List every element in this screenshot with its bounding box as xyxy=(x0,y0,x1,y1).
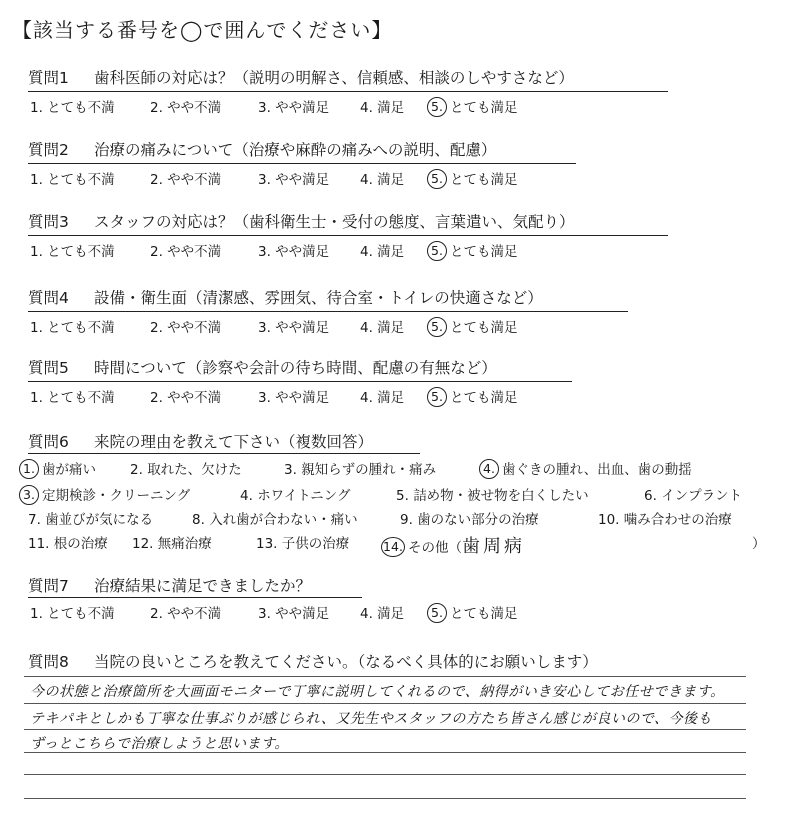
q6-reason-8[interactable]: 8. 入れ歯が合わない・痛い xyxy=(192,512,358,528)
q7-option-4[interactable]: 4. 満足 xyxy=(360,606,405,622)
question-2-number: 質問2 xyxy=(28,141,69,159)
q6-reason-4[interactable]: 4. 歯ぐきの腫れ、出血、歯の動揺 xyxy=(482,458,692,479)
q6-reason-checkup[interactable]: 3. 定期検診・クリーニング xyxy=(22,484,190,505)
question-7-underline xyxy=(28,597,362,598)
question-1-underline xyxy=(28,91,668,92)
question-5-heading xyxy=(28,356,497,378)
q6-reason-11[interactable]: 11. 根の治療 xyxy=(28,536,108,552)
question-6-underline xyxy=(28,453,420,454)
question-7-number: 質問7 xyxy=(28,577,69,595)
question-3-text: スタッフの対応は？（歯科衛生士・受付の態度、言葉遣い、気配り） xyxy=(94,213,575,231)
q6-other-close: ） xyxy=(752,536,766,552)
q2-option-3[interactable]: 3. やや満足 xyxy=(258,172,330,188)
q6-reason-2[interactable]: 2. 取れた、欠けた xyxy=(130,462,242,478)
selected-circle: 5. xyxy=(427,241,447,261)
comment-rule xyxy=(24,798,746,799)
q3-option-4[interactable]: 4. 満足 xyxy=(360,244,405,260)
comment-rule xyxy=(24,752,746,753)
q5-option-5[interactable]: 5. とても満足 xyxy=(430,386,518,407)
q2-option-4[interactable]: 4. 満足 xyxy=(360,172,405,188)
q6-reason-implant[interactable]: 6. インプラント xyxy=(644,488,743,504)
q1-option-5[interactable]: 5. とても満足 xyxy=(430,96,518,117)
q6-row-1 xyxy=(22,458,792,480)
question-4-number: 質問4 xyxy=(28,289,69,307)
q3-option-5[interactable]: 5. とても満足 xyxy=(430,240,518,261)
selected-circle: 5. xyxy=(427,97,447,117)
question-6-number: 質問6 xyxy=(28,433,69,451)
q3-option-1[interactable]: 1. とても不満 xyxy=(30,244,115,260)
question-5-underline xyxy=(28,381,572,382)
question-8-text: 当院の良いところを教えてください。（なるべく具体的にお願いします） xyxy=(94,653,598,671)
q5-option-1[interactable]: 1. とても不満 xyxy=(30,390,115,406)
question-1-heading xyxy=(28,66,574,88)
comment-rule xyxy=(24,729,746,730)
q6-reason-14[interactable]: 14. その他（歯周病 xyxy=(384,532,525,558)
q4-option-5[interactable]: 5. とても満足 xyxy=(430,316,518,337)
comment-rule xyxy=(24,774,746,775)
q7-option-3[interactable]: 3. やや満足 xyxy=(258,606,330,622)
q6-reason-10[interactable]: 10. 噛み合わせの治療 xyxy=(598,512,732,528)
q4-option-4[interactable]: 4. 満足 xyxy=(360,320,405,336)
q4-option-1[interactable]: 1. とても不満 xyxy=(30,320,115,336)
question-1-number: 質問1 xyxy=(28,69,69,87)
q3-option-2[interactable]: 2. やや不満 xyxy=(150,244,222,260)
question-3-underline xyxy=(28,235,668,236)
q5-option-2[interactable]: 2. やや不満 xyxy=(150,390,222,406)
question-2-heading xyxy=(28,138,496,160)
q6-reason-whitening[interactable]: 4. ホワイトニング xyxy=(240,488,351,504)
selected-circle: 5. xyxy=(427,317,447,337)
selected-circle: 5. xyxy=(427,169,447,189)
question-5-number: 質問5 xyxy=(28,359,69,377)
q6-reason-9[interactable]: 9. 歯のない部分の治療 xyxy=(400,512,539,528)
q2-option-5[interactable]: 5. とても満足 xyxy=(430,168,518,189)
question-3-number: 質問3 xyxy=(28,213,69,231)
q6-reason-1[interactable]: 1. 歯が痛い xyxy=(22,458,96,479)
comment-rule xyxy=(24,676,746,677)
q5-option-4[interactable]: 4. 満足 xyxy=(360,390,405,406)
question-1-text: 歯科医師の対応は？（説明の明解さ、信頼感、相談のしやすさなど） xyxy=(94,69,574,87)
q1-option-2[interactable]: 2. やや不満 xyxy=(150,100,222,116)
question-4-text: 設備・衛生面（清潔感、雰囲気、待合室・トイレの快適さなど） xyxy=(94,289,543,307)
selected-circle: 5. xyxy=(427,387,447,407)
q6-reason-3[interactable]: 3. 親知らずの腫れ・痛み xyxy=(284,462,437,478)
question-6-text: 来院の理由を教えて下さい（複数回答） xyxy=(94,433,374,451)
question-8-heading xyxy=(28,650,598,672)
question-8-number: 質問8 xyxy=(28,653,69,671)
q6-row-2 xyxy=(22,484,792,506)
q6-reason-7[interactable]: 7. 歯並びが気になる xyxy=(28,512,154,528)
q7-option-5[interactable]: 5. とても満足 xyxy=(430,602,518,623)
question-6-heading xyxy=(28,430,373,452)
q5-option-3[interactable]: 3. やや満足 xyxy=(258,390,330,406)
q3-option-3[interactable]: 3. やや満足 xyxy=(258,244,330,260)
q2-option-2[interactable]: 2. やや不満 xyxy=(150,172,222,188)
q4-option-2[interactable]: 2. やや不満 xyxy=(150,320,222,336)
comment-rule xyxy=(24,703,746,704)
question-4-underline xyxy=(28,311,628,312)
q1-option-1[interactable]: 1. とても不満 xyxy=(30,100,115,116)
q6-reason-13[interactable]: 13. 子供の治療 xyxy=(256,536,350,552)
q6-other-handwritten[interactable]: 歯周病 xyxy=(462,536,525,557)
comment-line-2[interactable]: テキパキとしかも丁寧な仕事ぶりが感じられ、又先生やスタッフの方たち皆さん感じが良いので、今後も xyxy=(30,711,713,727)
question-7-text: 治療結果に満足できましたか？ xyxy=(94,577,312,595)
question-7-heading xyxy=(28,574,311,596)
question-5-text: 時間について（診察や会計の待ち時間、配慮の有無など） xyxy=(94,359,497,377)
q6-reason-white-fillings[interactable]: 5. 詰め物・被せ物を白くしたい xyxy=(396,488,589,504)
question-2-text: 治療の痛みについて（治療や麻酔の痛みへの説明、配慮） xyxy=(94,141,497,159)
selected-circle: 5. xyxy=(427,603,447,623)
q7-option-1[interactable]: 1. とても不満 xyxy=(30,606,115,622)
q6-row-3 xyxy=(22,508,792,530)
q1-option-3[interactable]: 3. やや満足 xyxy=(258,100,330,116)
comment-line-1[interactable]: 今の状態と治療箇所を大画面モニターで丁寧に説明してくれるので、納得がいき安心してお任せできます。 xyxy=(30,684,725,700)
question-4-heading xyxy=(28,286,543,308)
q7-option-2[interactable]: 2. やや不満 xyxy=(150,606,222,622)
question-2-underline xyxy=(28,163,576,164)
q1-option-4[interactable]: 4. 満足 xyxy=(360,100,405,116)
q4-option-3[interactable]: 3. やや満足 xyxy=(258,320,330,336)
question-3-heading xyxy=(28,210,575,232)
comment-line-3[interactable]: ずっとこちらで治療しようと思います。 xyxy=(30,736,289,752)
q2-option-1[interactable]: 1. とても不満 xyxy=(30,172,115,188)
q6-row-4 xyxy=(22,532,792,557)
form-title: 【該当する番号を◯で囲んでください】 xyxy=(12,18,393,42)
q6-reason-12[interactable]: 12. 無痛治療 xyxy=(132,536,212,552)
